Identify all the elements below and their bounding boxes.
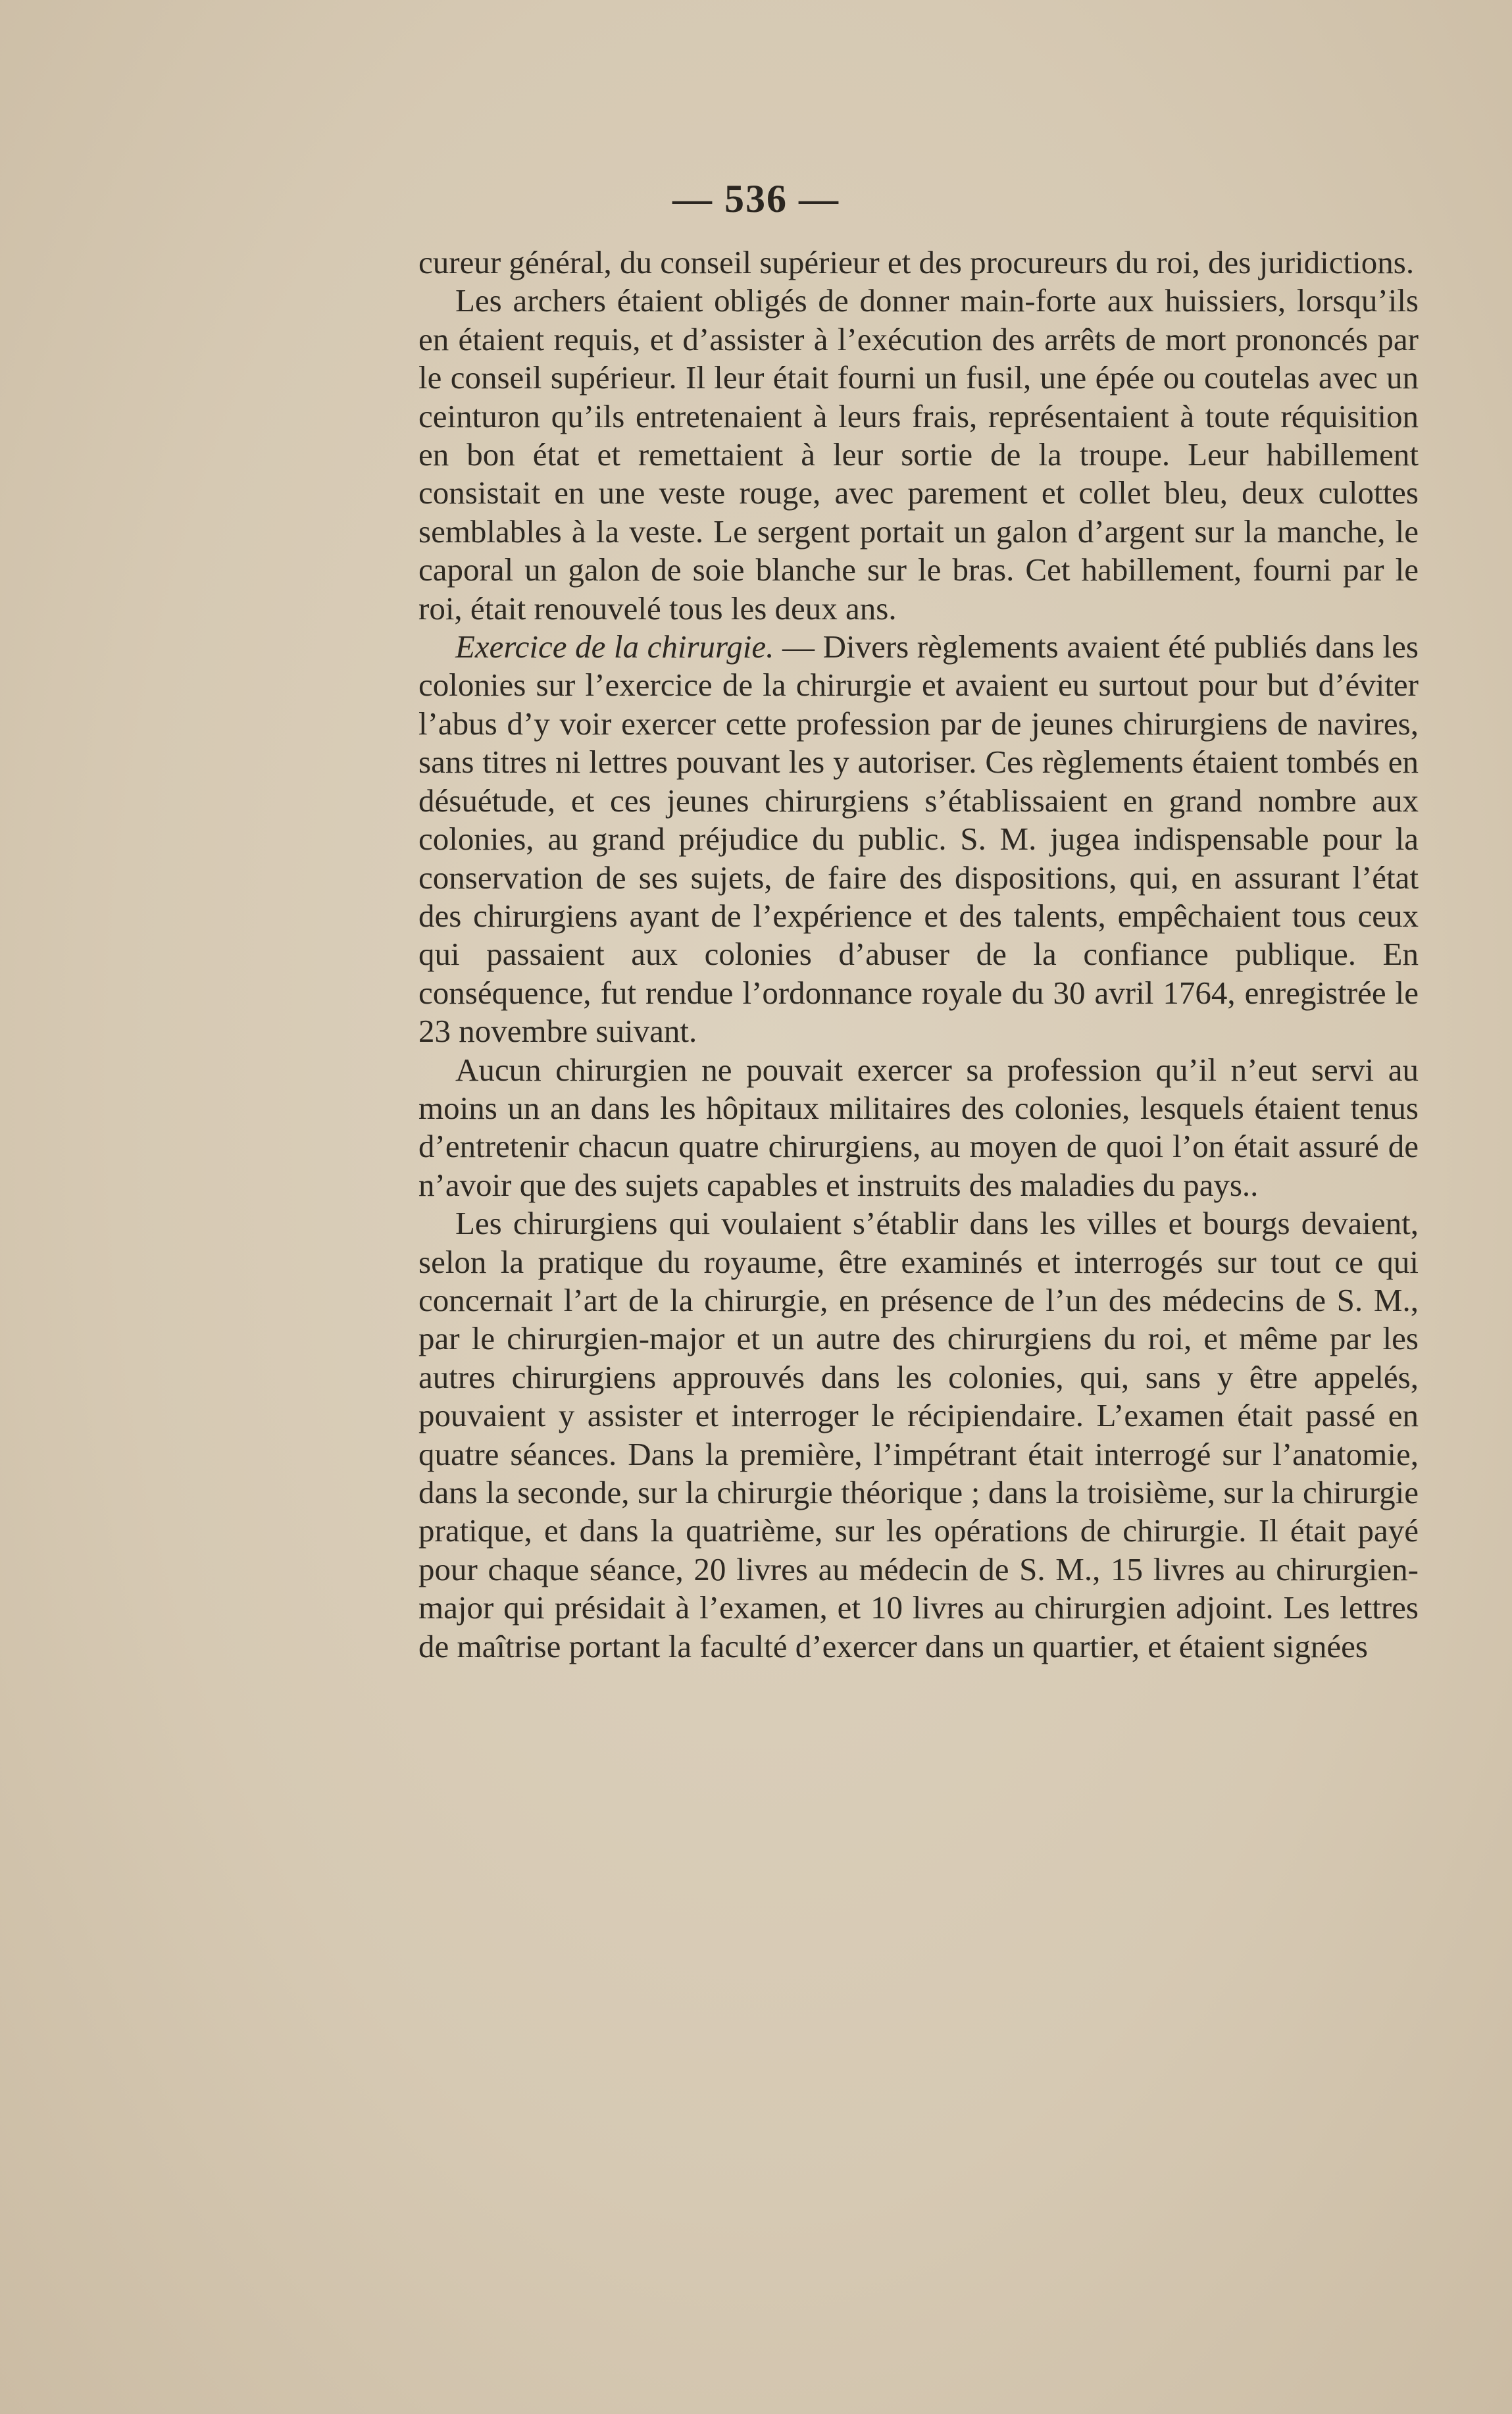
paragraph-4 — [418, 1051, 1419, 1205]
body-text — [418, 244, 1419, 1666]
paragraph-2-text: Les archers étaient obligés de donner main-forte aux huissiers, lorsqu’ils en étaient requis, et d’assister à l’exécution des arrêts de mort prononcés par le conseil supérieur. Il leur était fourni un fusil, une épée ou coutelas avec un ceinturon qu’ils entretenaient à leurs frais, représentaient à toute réquisition en bon état et remettaient à leur sortie de la troupe. Leur habillement consistait en une veste rouge, avec parement et collet bleu, deux culottes semblables à la veste. Le sergent portait un galon d’argent sur la manche, le caporal un galon de soie blanche sur le bras. Cet habillement, fourni par le roi, était renouvelé tous les deux ans. — [418, 282, 1419, 627]
page-number: — 536 — — [672, 177, 840, 220]
paragraph-1-text: cureur général, du conseil supérieur et des procureurs du roi, des juridictions. — [418, 244, 1415, 280]
paragraph-2 — [418, 282, 1419, 628]
paragraph-5-text: Les chirurgiens qui voulaient s’établir dans les villes et bourgs devaient, selon la pratique du royaume, être examinés et interrogés sur tout ce qui concernait l’art de la chirurgie, en présence de l’un des médecins de S. M., par le chirurgien-major et un autre des chirurgiens du roi, et même par les autres chirurgiens approuvés dans les colonies, qui, sans y être appelés, pouvaient y assister et interroger le récipiendaire. L’examen était passé en quatre séances. Dans la première, l’impétrant était interrogé sur l’anatomie, dans la seconde, sur la chirurgie théorique ; dans la troisième, sur la chirurgie pratique, et dans la quatrième, sur les opérations de chirurgie. Il était payé pour chaque séance, 20 livres au médecin de S. M., 15 livres au chirurgien-major qui présidait à l’examen, et 10 livres au chirurgien adjoint. Les lettres de maîtrise portant la faculté d’exercer dans un quartier, et étaient signées — [418, 1205, 1419, 1664]
paragraph-3-text: — Divers règlements avaient été publiés dans les colonies sur l’exercice de la chirurgie et avaient eu surtout pour but d’éviter l’abus d’y voir exercer cette profession par de jeunes chirurgiens de navires, sans titres ni lettres pouvant les y autoriser. Ces règlements étaient tombés en désuétude, et ces jeunes chirurgiens s’établissaient en grand nombre aux colonies, au grand préjudice du public. S. M. jugea indispensable pour la conservation de ses sujets, de faire des dispositions, qui, en assurant l’état des chirurgiens ayant de l’expérience et des talents, empêchaient tous ceux qui passaient aux colonies d’abuser de la confiance publique. En conséquence, fut rendue l’ordonnance royale du 30 avril 1764, enregistrée le 23 novembre suivant. — [418, 629, 1419, 1050]
paragraph-4-text: Aucun chirurgien ne pouvait exercer sa profession qu’il n’eut servi au moins un an dans les hôpitaux militaires des colonies, lesquels étaient tenus d’entretenir chacun quatre chirurgiens, au moyen de quoi l’on était assuré de n’avoir que des sujets capables et instruits des maladies du pays.. — [418, 1051, 1419, 1203]
paragraph-5 — [418, 1204, 1419, 1666]
paragraph-1 — [418, 244, 1419, 282]
paragraph-3 — [418, 628, 1419, 1050]
section-heading-chirurgie: Exercice de la chirurgie. — [455, 629, 774, 665]
